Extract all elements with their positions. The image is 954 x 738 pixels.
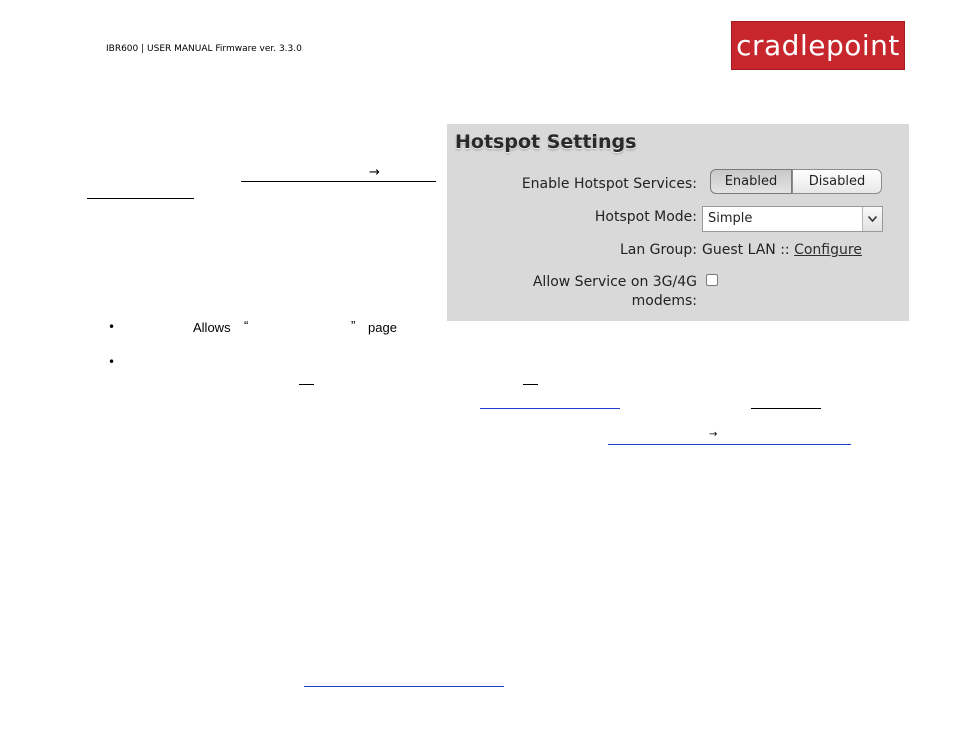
enabled-button[interactable]: Enabled [710,169,792,194]
logo-text: cradlepoint [736,29,900,62]
link-underline[interactable] [608,444,851,445]
allow-service-line2: modems: [631,293,697,309]
link-underline[interactable] [751,408,821,409]
link-underline[interactable] [480,408,620,409]
cradlepoint-logo [731,21,905,70]
lan-group-label: Lan Group: [619,242,697,258]
configure-link[interactable]: Configure [794,242,862,258]
lan-group-name: Guest LAN :: [702,242,790,258]
allow-service-checkbox[interactable] [706,274,718,286]
disabled-button[interactable]: Disabled [792,169,882,194]
enable-hotspot-label: Enable Hotspot Services: [521,176,697,192]
bullet-marker: • [108,320,116,334]
bullet-text-allows: Allows [193,320,231,335]
bullet-text-page: page [368,320,397,335]
link-underline[interactable] [87,198,194,199]
arrow-glyph: → [369,165,380,180]
dash-underline [523,384,538,385]
close-quote: ” [351,318,356,333]
hotspot-mode-label: Hotspot Mode: [594,209,697,225]
manual-header: IBR600 | USER MANUAL Firmware ver. 3.3.0 [106,44,302,54]
open-quote: “ [244,318,249,333]
chevron-down-icon[interactable] [862,207,882,231]
allow-service-label [533,273,697,311]
dash-underline [299,384,314,385]
arrow-glyph: → [709,429,718,440]
lan-group-value [702,242,862,258]
hotspot-mode-select[interactable] [702,206,883,232]
hotspot-mode-value: Simple [708,211,753,226]
bullet-marker: • [108,355,116,369]
allow-service-line1: Allow Service on 3G/4G [532,274,697,290]
panel-title: Hotspot Settings [455,131,637,153]
link-underline[interactable] [304,686,504,687]
link-underline[interactable] [241,181,436,182]
hotspot-settings-panel [447,124,909,321]
